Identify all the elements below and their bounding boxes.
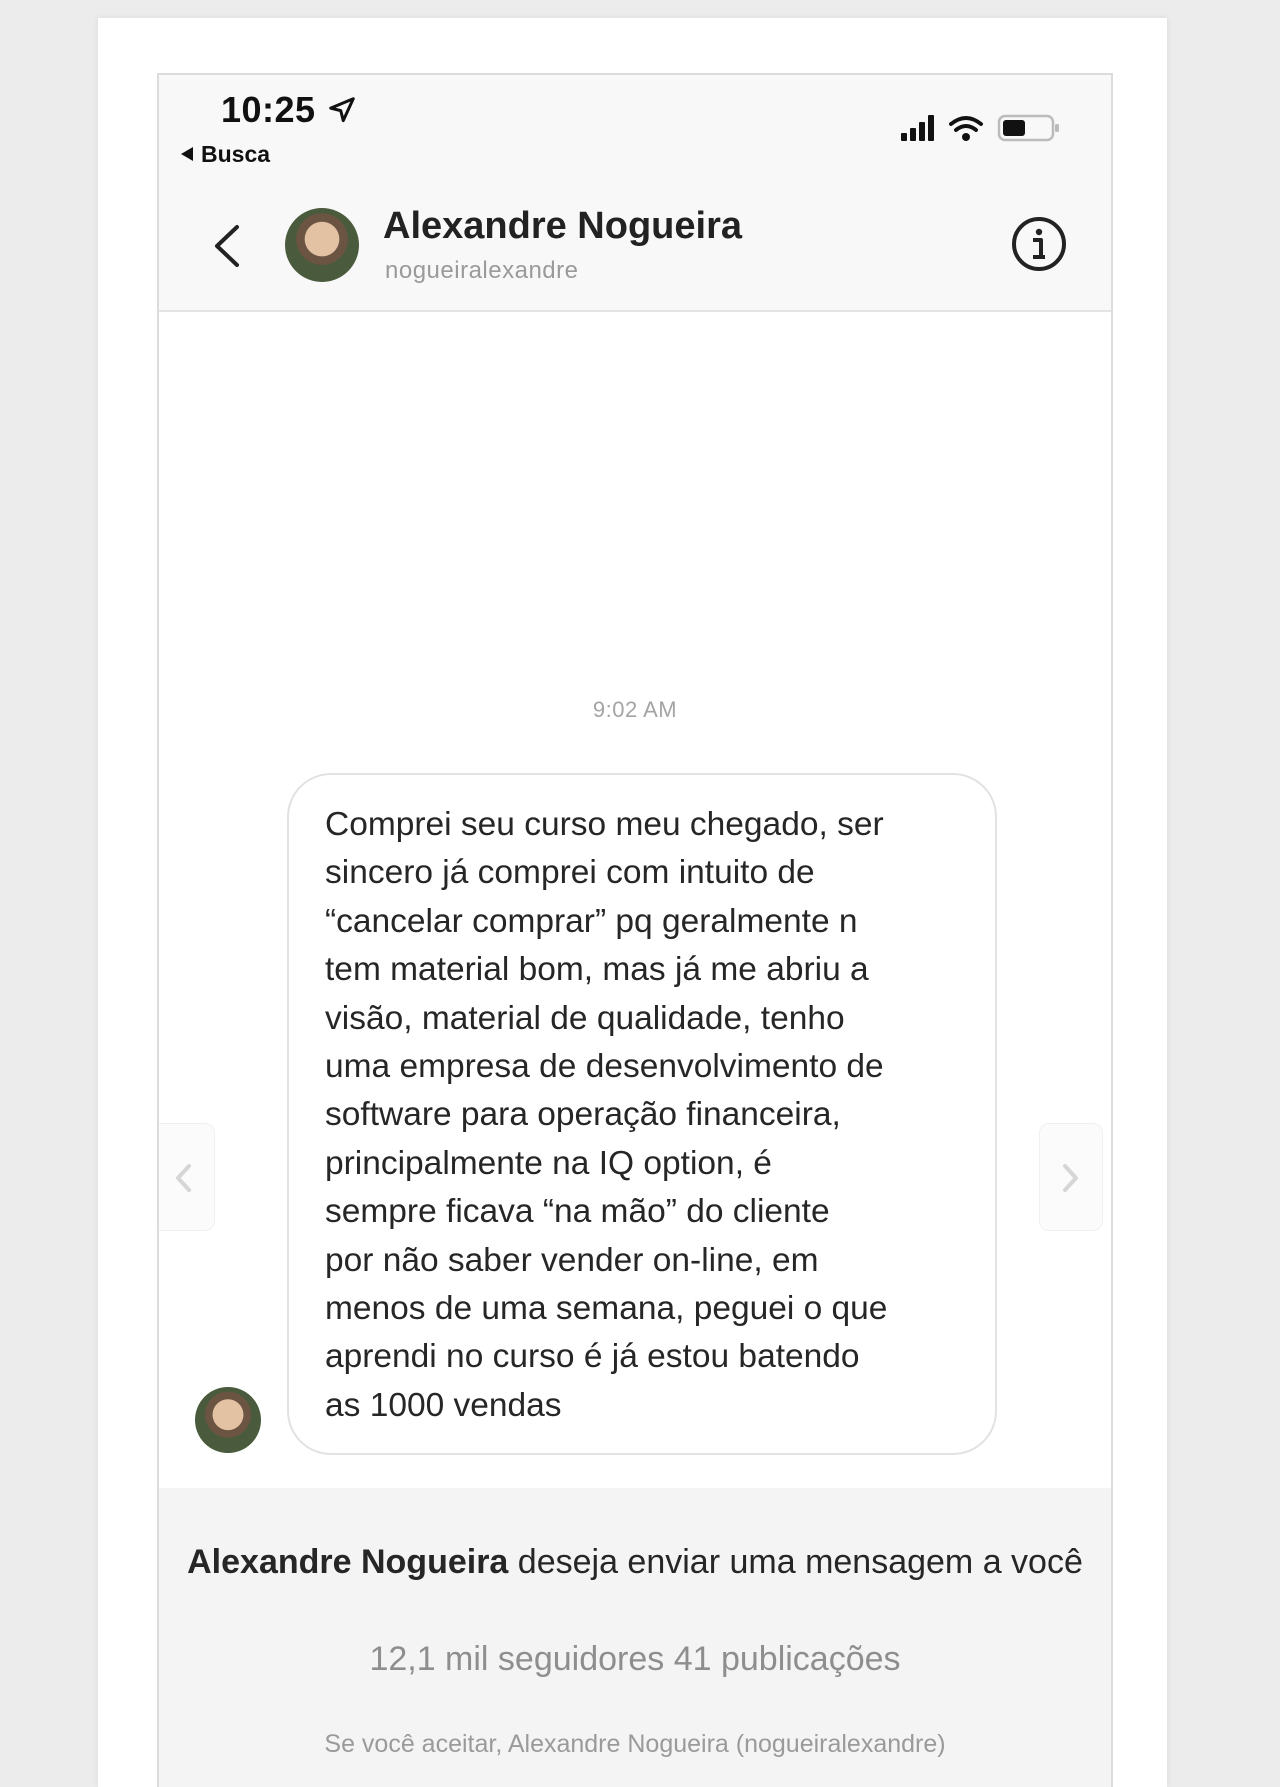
contact-avatar[interactable] (285, 208, 359, 282)
previous-arrow-button[interactable] (157, 1123, 215, 1231)
top-bar (159, 75, 1111, 312)
wifi-icon (951, 118, 981, 141)
message-timestamp: 9:02 AM (592, 697, 678, 722)
info-icon[interactable] (1010, 215, 1068, 273)
back-chevron-icon[interactable] (209, 221, 245, 271)
phone-screen (157, 73, 1113, 1787)
request-note: Se você aceitar, Alexandre Nogueira (nogueiralexandre) (324, 1730, 946, 1758)
chevron-right-icon (1060, 1162, 1082, 1194)
request-stats: 12,1 mil seguidores 41 publicações (369, 1640, 901, 1678)
message-sender-avatar[interactable] (195, 1387, 261, 1453)
next-arrow-button[interactable] (1039, 1123, 1103, 1231)
contact-name[interactable]: Alexandre Nogueira (383, 205, 742, 247)
back-triangle-icon (181, 147, 193, 161)
message-request-panel (159, 1488, 1111, 1787)
contact-username: nogueiralexandre (385, 257, 579, 284)
back-to-app-link[interactable] (181, 141, 270, 168)
chevron-left-icon (172, 1162, 194, 1194)
message-bubble[interactable]: Comprei seu curso meu chegado, ser sincero já comprei com intuito de “cancelar comprar” pq geralmente n tem material bom, mas já me abriu a visão, material de qualidade, tenho uma empresa de desenvolvimento de software para operação financeira, principalmente na IQ option, é sempre ficava “na mão” do cliente por não saber vender on-line, em menos de uma semana, peguei o que aprendi no curso é já estou batendo as 1000 vendas (287, 773, 997, 1455)
request-sender-name: Alexandre Nogueira (187, 1543, 509, 1581)
location-arrow-icon (327, 95, 357, 125)
status-icons (901, 111, 1061, 145)
back-to-app-label: Busca (201, 141, 271, 167)
battery-icon (999, 116, 1059, 140)
status-time: 10:25 (221, 89, 316, 130)
request-title (159, 1540, 1111, 1584)
request-title-suffix: deseja enviar uma mensagem a você (508, 1543, 1083, 1581)
cellular-signal-icon (901, 115, 934, 141)
